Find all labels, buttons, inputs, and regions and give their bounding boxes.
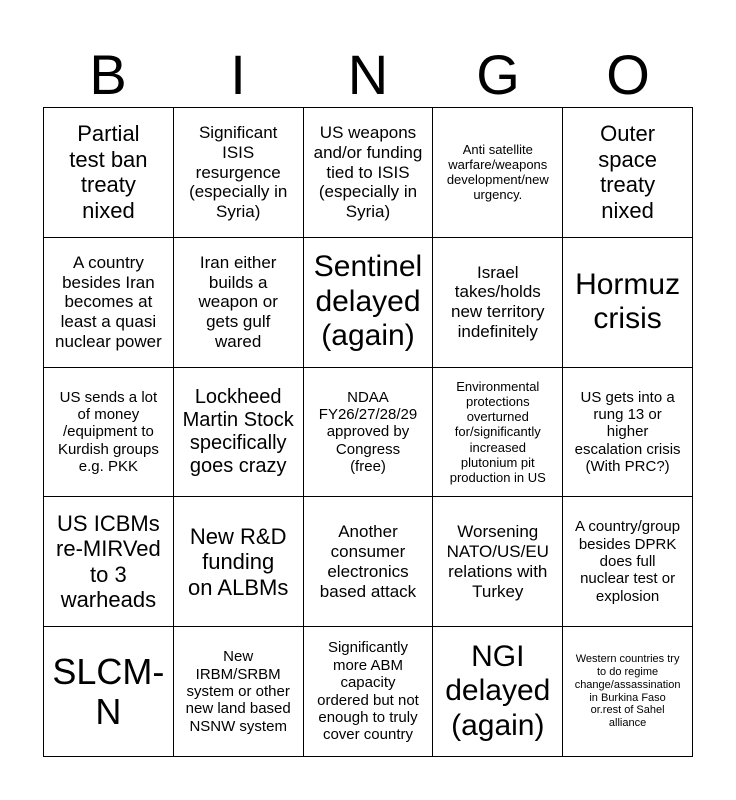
bingo-cell-text: Anti satellite warfare/weapons development/new urgency. — [446, 142, 549, 203]
bingo-cell[interactable] — [433, 238, 563, 368]
bingo-cell-text: New R&D funding on ALBMs — [188, 523, 289, 600]
bingo-cell[interactable] — [304, 368, 434, 498]
header-letter-n: N — [347, 43, 389, 106]
bingo-cell-text: US sends a lot of money /equipment to Kurdish groups e.g. PKK — [57, 388, 159, 476]
bingo-cell-text: NGI delayed (again) — [445, 639, 551, 742]
bingo-cell-text: SLCM- N — [52, 651, 165, 732]
bingo-cell[interactable] — [44, 627, 174, 757]
bingo-cell[interactable] — [44, 497, 174, 627]
bingo-cell-text: Significant ISIS resurgence (especially in Syria) — [189, 123, 288, 221]
bingo-cell[interactable] — [563, 108, 693, 238]
header-letter-b: B — [89, 43, 127, 106]
bingo-cell[interactable] — [304, 627, 434, 757]
bingo-cell[interactable] — [174, 238, 304, 368]
bingo-cell[interactable] — [304, 497, 434, 627]
bingo-cell-text: A country/group besides DPRK does full nuclear test or explosion — [575, 518, 681, 605]
bingo-cell-text: Environmental protections overturned for/significantly increased plutonium pit production in US — [449, 379, 546, 485]
bingo-cell[interactable] — [433, 108, 563, 238]
bingo-cell[interactable] — [563, 497, 693, 627]
bingo-cell[interactable] — [44, 238, 174, 368]
bingo-cell-text: Significantly more ABM capacity ordered but not enough to truly cover country — [317, 639, 419, 744]
bingo-cell-text: Worsening NATO/US/EU relations with Turkey — [446, 522, 549, 601]
bingo-cell-text: US gets into a rung 13 or higher escalation crisis (With PRC?) — [574, 388, 681, 476]
bingo-cell-text: NDAA FY26/27/28/29 approved by Congress (free) — [318, 388, 418, 476]
bingo-cell-text: Israel takes/holds new territory indefinitely — [451, 262, 545, 341]
bingo-cell-text: Hormuz crisis — [575, 267, 681, 336]
bingo-cell[interactable] — [44, 368, 174, 498]
bingo-cell[interactable] — [44, 108, 174, 238]
header-letter-o: O — [606, 43, 650, 106]
bingo-cell[interactable] — [563, 238, 693, 368]
bingo-cell[interactable] — [433, 497, 563, 627]
bingo-cell[interactable] — [433, 627, 563, 757]
bingo-cell-text: Lockheed Martin Stock specifically goes crazy — [182, 385, 294, 478]
bingo-cell[interactable] — [174, 627, 304, 757]
bingo-cell-text: Another consumer electronics based attack — [319, 522, 417, 601]
bingo-cell[interactable] — [563, 627, 693, 757]
bingo-cell-text: A country besides Iran becomes at least a quasi nuclear power — [55, 252, 162, 351]
bingo-cell-text: Outer space treaty nixed — [598, 121, 657, 223]
bingo-cell[interactable] — [433, 368, 563, 498]
bingo-cell[interactable] — [304, 108, 434, 238]
bingo-board — [43, 107, 693, 757]
header-letter-g: G — [476, 43, 520, 106]
bingo-cell-text: Iran either builds a weapon or gets gulf wared — [198, 252, 278, 351]
bingo-cell-text: US weapons and/or funding tied to ISIS (especially in Syria) — [313, 123, 423, 221]
bingo-cell-text: Sentinel delayed (again) — [313, 250, 423, 353]
bingo-header — [43, 42, 693, 108]
bingo-cell-text: US ICBMs re-MIRVed to 3 warheads — [56, 510, 161, 613]
bingo-cell[interactable] — [563, 368, 693, 498]
bingo-cell-text: Western countries try to do regime change/assassination in Burkina Faso or.rest of Sahel alliance — [574, 653, 681, 730]
bingo-cell[interactable] — [304, 238, 434, 368]
bingo-cell-text: Partial test ban treaty nixed — [69, 121, 148, 223]
header-letter-i: I — [230, 43, 246, 106]
bingo-cell[interactable] — [174, 497, 304, 627]
bingo-cell[interactable] — [174, 368, 304, 498]
bingo-cell[interactable] — [174, 108, 304, 238]
bingo-cell-text: New IRBM/SRBM system or other new land based NSNW system — [185, 648, 291, 735]
